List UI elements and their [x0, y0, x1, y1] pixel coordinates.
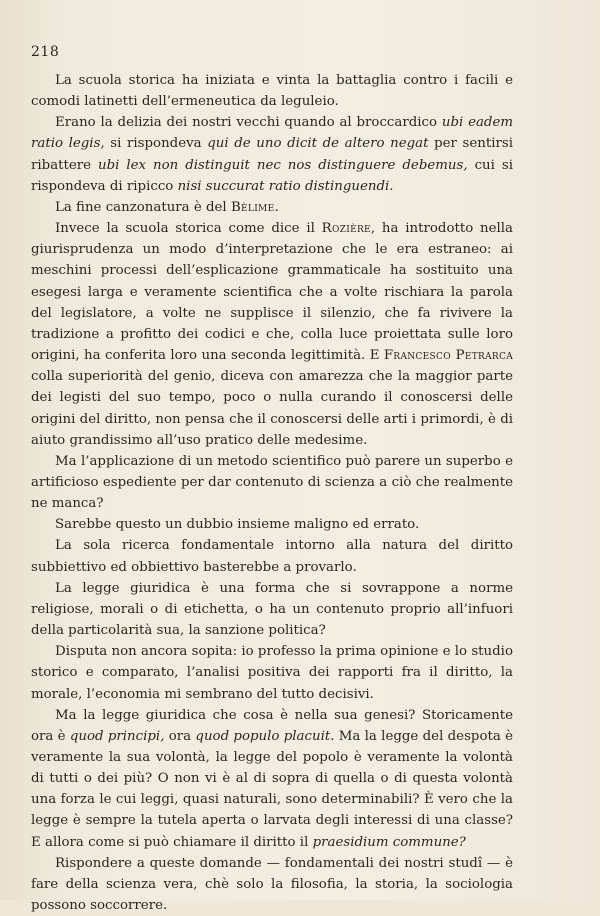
paragraph [31, 535, 513, 577]
text-run: per sentirsi ribattere [31, 136, 513, 173]
latin-phrase: quod principi, [69, 728, 165, 744]
text-run: Erano la delizia dei nostri vecchi quando al broccardico [55, 115, 442, 131]
latin-phrase: quod populo placuit. [195, 728, 335, 744]
text-run: Disputa non ancora sopita: io professo la prima opinione e lo studio storico e comparato, l’analisi positiva dei rapporti fra il diritto, la morale, l’economia mi sembrano del tutto decisivi. [31, 644, 513, 702]
body-text [31, 70, 513, 916]
text-run: La fine canzonatura è del [55, 199, 231, 215]
text-run: Ma l’applicazione di un metodo scientifico può parere un superbo e artificioso espediente per dar contenuto di scienza a ciò che realmente ne manca? [31, 453, 513, 512]
text-run: si rispondeva [104, 136, 208, 152]
text-run: , ha introdotto nella giurisprudenza un modo d’interpretazione che le era estraneo: ai meschini processi dell’esplicazione grammaticale ha sostituito una esegesi larga e veramente scientifica che a volte rischiara la parola del legislatore, a volte ne supplisce il silenzio, che fa rivivere la tradizione a profitto dei codici e che, colla luce proiettata sulle loro origini, ha conferita loro una seconda legittimità. E [31, 221, 513, 364]
text-run: ora [164, 728, 196, 744]
text-run: colla superiorità del genio, diceva con amarezza che la maggior parte dei legisti del suo tempo, poco o nulla curando il conoscersi delle origini del diritto, non pensa che il conoscersi delle arti i primordi, è di aiuto grandissimo all’uso pratico delle medesime. [31, 369, 513, 448]
paragraph [31, 853, 513, 916]
paragraph [31, 514, 513, 535]
text-run: . [274, 199, 279, 215]
author-name: Rozière [321, 221, 371, 237]
paragraph [31, 218, 513, 451]
paragraph [31, 70, 513, 112]
author-name: Bèlime [230, 199, 275, 215]
latin-phrase: nisi succurat ratio distinguendi. [177, 178, 394, 194]
latin-phrase: praesidium commune? [312, 834, 466, 850]
latin-phrase: ubi eadem ratio legis, [31, 115, 514, 152]
paragraph [31, 705, 513, 853]
page-number: 218 [31, 44, 60, 60]
author-name: Francesco Petrarca [383, 348, 513, 364]
text-run: La legge giuridica è una forma che si sovrappone a norme religiose, morali o di etichetta, o ha un contenuto proprio all’infuori della particolarità sua, la sanzione politica? [31, 580, 513, 639]
paragraph [31, 451, 513, 514]
text-run: La sola ricerca fondamentale intorno alla natura del diritto subbiettivo ed obbiettivo basterebbe a provarlo. [31, 538, 513, 575]
paragraph [31, 641, 513, 704]
paragraph [31, 578, 513, 641]
text-run: Rispondere a queste domande — fondamentali dei nostri studî — è fare della scienza vera, chè solo la filosofia, la storia, la sociologia possono soccorrere. [31, 855, 513, 914]
text-run: Sarebbe questo un dubbio insieme maligno ed errato. [55, 517, 420, 533]
text-run: cui si rispondeva di ripicco [31, 157, 513, 194]
text-run: Ma la legge giuridica che cosa è nella sua genesi? Storicamente ora è [31, 707, 513, 744]
paragraph [31, 112, 513, 197]
text-run: La scuola storica ha iniziata e vinta la battaglia contro i facili e comodi latinetti dell’ermeneutica da leguleio. [31, 73, 513, 110]
paragraph [31, 197, 513, 218]
text-run: Invece la scuola storica come dice il [55, 221, 322, 237]
latin-phrase: qui de uno dicit de altero negat [207, 136, 429, 152]
text-run: Ma la legge del despota è veramente la sua volontà, la legge del popolo è veramente la volontà di tutti o dei più? O non vi è al di sopra di quella o di questa volontà una forza le cui leggi, quasi naturali, sono determinabili? È vero che la legge è sempre la tutela aperta o larvata degli interessi di una classe? E allora come si può chiamare il diritto il [31, 728, 514, 850]
latin-phrase: ubi lex non distinguit nec nos distinguere debemus, [98, 157, 468, 173]
